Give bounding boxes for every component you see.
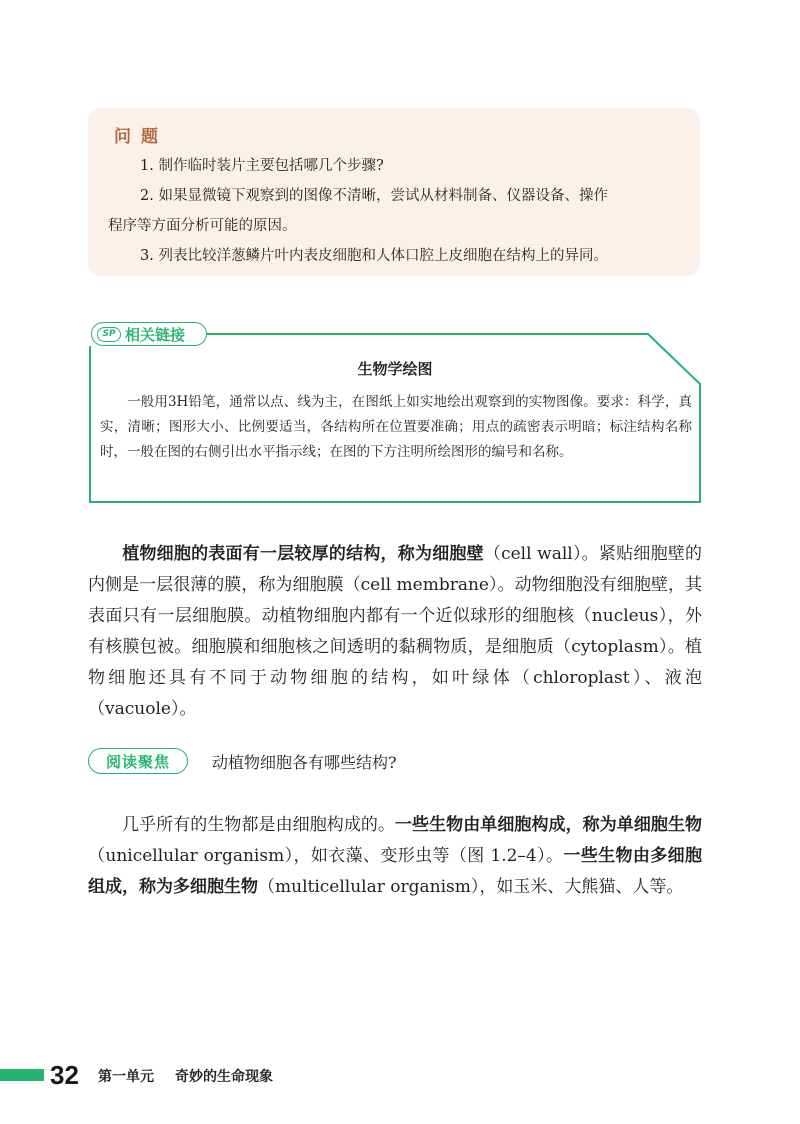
p1-term-cytoplasm: （cytoplasm）。植物细胞还具有不同于动物细胞的结构，如叶绿体: [88, 637, 702, 688]
related-link-label: 相关链接: [125, 325, 186, 344]
related-link-title: 生物学绘图: [357, 360, 433, 378]
footer-unit: 第一单元: [98, 1069, 154, 1085]
paragraph-organisms: [88, 810, 702, 903]
question-item-2-continued: 程序等方面分析可能的原因。: [108, 218, 297, 234]
p2-sentence-1: 几乎所有的生物都是由细胞构成的。: [122, 815, 395, 835]
sp-logo-icon: SP: [97, 327, 121, 342]
paragraph-cell-structures: [88, 539, 702, 725]
footer-topic: 奇妙的生命现象: [175, 1069, 273, 1085]
question-item-2: 2. 如果显微镜下观察到的图像不清晰，尝试从材料制备、仪器设备、操作: [140, 188, 608, 204]
p2-sentence-4: 一些生物由多细胞组成，称为多细胞生物: [88, 846, 702, 897]
footer-accent-bar: [0, 1069, 44, 1081]
p1-term-cell-wall: （cell wall）。紧贴细胞壁的内侧是一层很薄的膜，称为细胞膜: [88, 544, 703, 595]
question-item-3: 3. 列表比较洋葱鳞片叶内表皮细胞和人体口腔上皮细胞在结构上的异同。: [140, 248, 608, 264]
p1-term-cell-membrane: （cell membrane）。动物细胞没有细胞壁，其表面只有一层细胞膜。动植物细胞内都有一个近似球形的细胞核: [88, 575, 702, 626]
questions-title: 问题: [114, 127, 168, 147]
p1-term-chloroplast: （chloroplast）、液泡: [512, 668, 703, 688]
related-link-body: [100, 390, 692, 465]
p1-term-vacuole: （vacuole）。: [88, 699, 197, 719]
related-link-tag: [91, 322, 207, 346]
question-item-1: 1. 制作临时装片主要包括哪几个步骤?: [140, 158, 384, 174]
p2-sentence-3: （unicellular organism），如衣藻、变形虫等（图 1.2–4）。: [88, 846, 564, 866]
p2-sentence-2: 一些生物由单细胞构成，称为单细胞生物: [395, 815, 702, 835]
related-link-text: 一般用3H铅笔，通常以点、线为主，在图纸上如实地绘出观察到的实物图像。要求：科学，真实，清晰；图形大小、比例要适当，各结构所在位置要准确；用点的疏密表示明暗；标注结构名称时，一般在图的右侧引出水平指示线；在图的下方注明所绘图形的编号和名称。: [100, 394, 692, 460]
reading-focus-question: 动植物细胞各有哪些结构?: [212, 753, 397, 772]
related-link-box: [88, 322, 702, 504]
p1-term-nucleus: （nucleus），外有核膜包被。细胞膜和细胞核之间透明的黏稠物质，是细胞质: [88, 606, 702, 657]
p1-sentence-1: 植物细胞的表面有一层较厚的结构，称为细胞壁: [122, 544, 484, 564]
p2-sentence-5: （multicellular organism），如玉米、大熊猫、人等。: [258, 877, 684, 897]
reading-focus-tag: 阅读聚焦: [88, 748, 188, 774]
questions-box: [88, 108, 700, 276]
page-number: 32: [50, 1060, 79, 1090]
